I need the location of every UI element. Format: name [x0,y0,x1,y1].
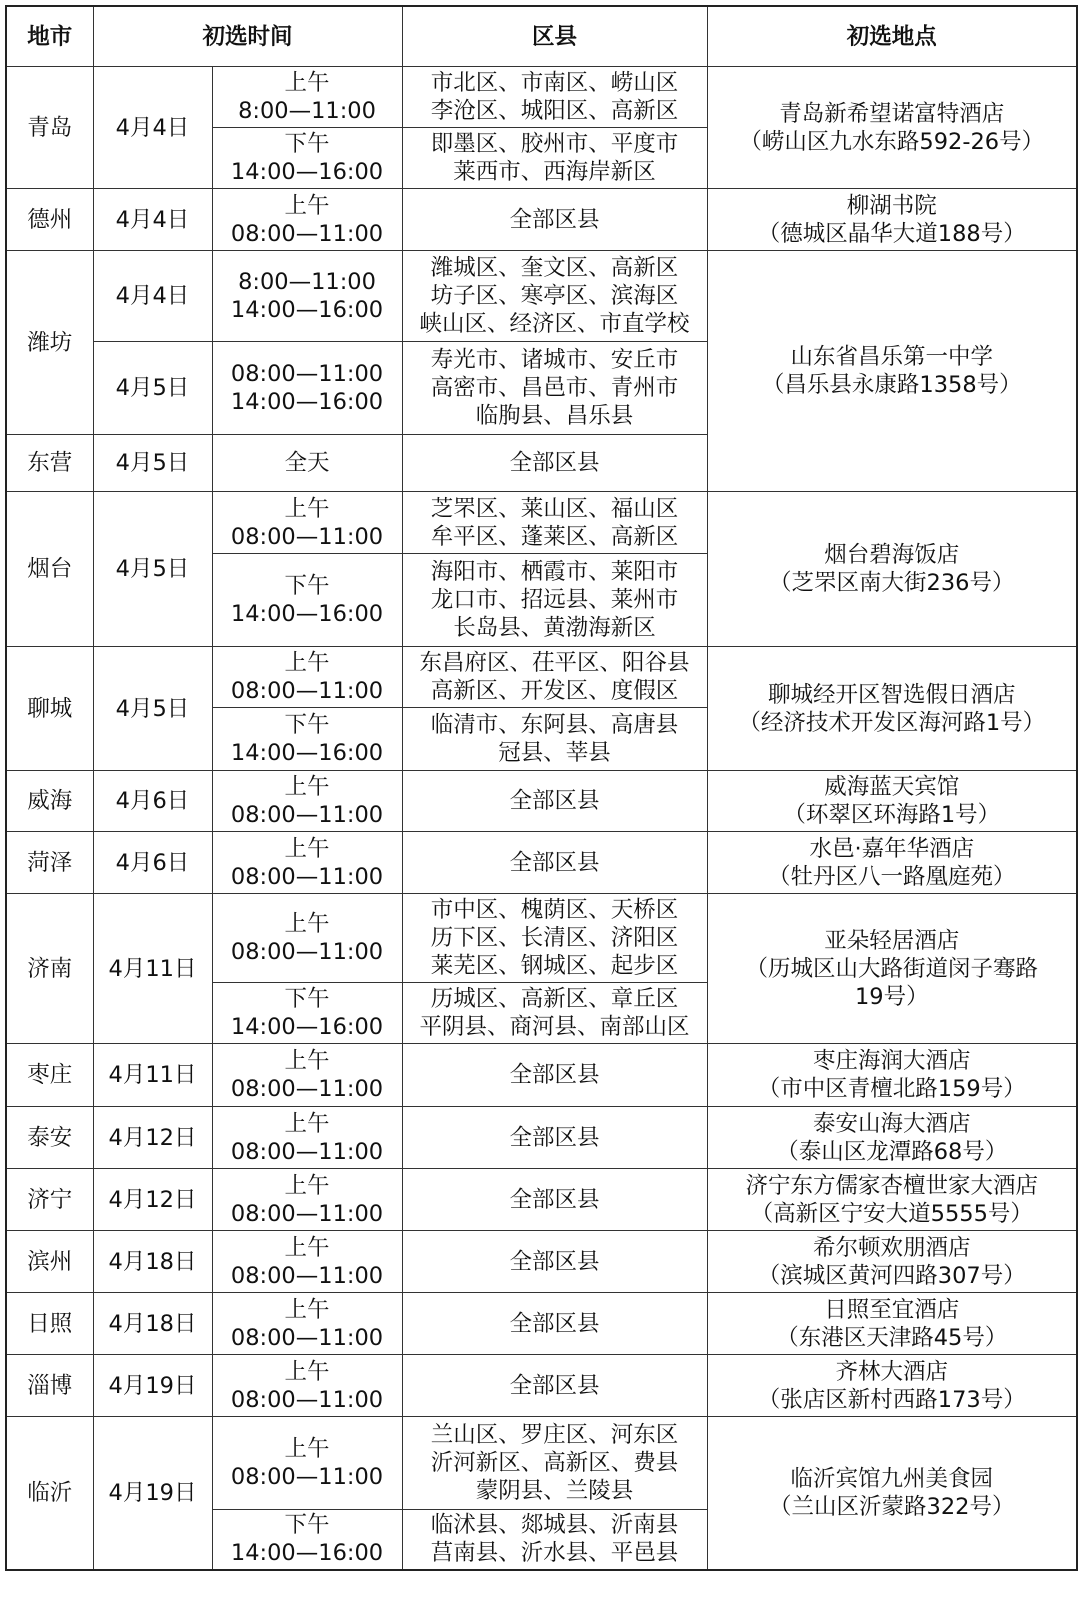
date-cell: 4月5日 [93,647,212,771]
city-cell: 淄博 [6,1355,93,1417]
period-label: 上午 [284,1436,330,1462]
district-line: 龙口市、招远县、莱州市 [430,587,679,613]
location-name: 希尔顿欢朋酒店 [813,1234,971,1261]
city-cell: 威海 [6,771,93,832]
city-cell: 聊城 [6,647,93,771]
time-cell [212,1044,402,1107]
district-line: 莱西市、西海岸新区 [453,159,656,185]
location-name: 齐林大酒店 [835,1358,949,1385]
district-line: 即墨区、胶州市、平度市 [430,131,679,157]
period-label: 下午 [284,1512,330,1539]
period-label: 上午 [284,192,330,219]
date-cell: 4月5日 [93,435,212,492]
table-row [6,894,1077,983]
city-cell: 滨州 [6,1231,93,1293]
location-cell [707,67,1077,189]
city-cell: 枣庄 [6,1044,93,1107]
location-name: 日照至宜酒店 [824,1296,960,1323]
period-label: 上午 [284,1172,330,1199]
time-cell [212,67,402,128]
time-cell [212,128,402,189]
location-cell [707,1355,1077,1417]
table-row [6,67,1077,128]
district-line: 市中区、槐荫区、天桥区 [430,897,679,923]
district-line: 海阳市、栖霞市、莱阳市 [430,559,679,585]
district-cell [402,1510,707,1570]
district-line: 高密市、昌邑市、青州市 [430,375,679,401]
time-cell [212,771,402,832]
time-cell [212,554,402,647]
location-name: 山东省昌乐第一中学 [790,344,994,370]
header-city: 地市 [6,6,93,67]
district-cell: 全部区县 [402,1355,707,1417]
header-location: 初选地点 [707,6,1077,67]
time-range: 08:00—11:00 [230,863,384,890]
period-label: 上午 [284,774,330,800]
location-cell [707,771,1077,832]
district-line: 市北区、市南区、崂山区 [430,70,679,96]
period-label: 下午 [284,131,330,157]
period-label: 上午 [284,650,330,676]
location-address: （昌乐县永康路1358号） [761,372,1022,398]
location-address: （牡丹区八一路凰庭苑） [768,863,1016,890]
location-address: （崂山区九水东路592-26号） [739,128,1045,155]
district-cell: 全部区县 [402,189,707,251]
district-line: 芝罘区、莱山区、福山区 [430,495,679,522]
location-name: 临沂宾馆九州美食园 [790,1465,994,1492]
date-cell: 4月12日 [93,1107,212,1169]
time-range: 08:00—11:00 [230,1386,384,1413]
time-range: 08:00—11:00 [230,523,384,550]
table-row [6,832,1077,894]
district-cell: 全部区县 [402,1231,707,1293]
period-label: 下午 [284,712,330,738]
table-row [6,1231,1077,1293]
location-address: （环翠区环海路1号） [783,802,1001,828]
time-cell [212,251,402,342]
time-cell [212,832,402,894]
schedule-table [5,5,1078,1571]
district-line: 历下区、长清区、济阳区 [430,925,679,951]
district-cell [402,128,707,189]
district-line: 长岛县、黄渤海新区 [453,615,656,641]
period-label: 上午 [284,1234,330,1261]
location-address: （兰山区沂蒙路322号） [769,1493,1015,1520]
time-cell [212,708,402,771]
period-label: 上午 [284,495,330,522]
time-cell [212,983,402,1044]
city-cell: 青岛 [6,67,93,189]
period-label: 下午 [284,986,330,1012]
date-cell: 4月5日 [93,342,212,435]
city-cell: 临沂 [6,1417,93,1570]
time-range: 08:00—11:00 [230,361,384,387]
location-cell [707,251,1077,492]
page [5,5,1078,1571]
city-cell: 德州 [6,189,93,251]
city-cell: 日照 [6,1293,93,1355]
time-cell [212,894,402,983]
location-name: 烟台碧海饭店 [824,542,960,568]
district-cell [402,251,707,342]
time-range: 08:00—11:00 [230,802,384,828]
date-cell: 4月11日 [93,1044,212,1107]
district-line: 临朐县、昌乐县 [475,403,634,429]
location-cell [707,832,1077,894]
period-label: 上午 [284,1296,330,1323]
location-name: 青岛新希望诺富特酒店 [779,100,1005,127]
city-cell: 济宁 [6,1169,93,1231]
table-row [6,1169,1077,1231]
period-label: 上午 [284,1358,330,1385]
district-line: 冠县、莘县 [498,740,611,766]
location-address: （市中区青檀北路159号） [757,1076,1026,1102]
city-cell: 潍坊 [6,251,93,435]
location-address: （张店区新村西路173号） [757,1386,1026,1413]
time-range: 14:00—16:00 [230,1540,384,1567]
district-line: 坊子区、寒亭区、滨海区 [430,283,679,309]
district-line: 临清市、东阿县、高唐县 [430,712,679,738]
location-address: （历城区山大路街道闵子骞路 [745,955,1039,982]
period-label: 下午 [284,573,330,599]
district-cell [402,67,707,128]
location-address: （泰山区龙潭路68号） [776,1138,1008,1165]
date-cell: 4月6日 [93,771,212,832]
time-cell [212,1355,402,1417]
location-name: 聊城经开区智选假日酒店 [768,681,1016,708]
date-cell: 4月18日 [93,1293,212,1355]
time-range: 08:00—11:00 [230,1076,384,1102]
location-address: 19号） [854,983,929,1010]
date-cell: 4月6日 [93,832,212,894]
table-row [6,1107,1077,1169]
period-label: 上午 [284,1110,330,1137]
time-cell [212,1417,402,1510]
time-cell [212,1107,402,1169]
table-row [6,189,1077,251]
district-cell: 全部区县 [402,1169,707,1231]
location-name: 柳湖书院 [846,192,937,219]
district-cell [402,342,707,435]
date-cell: 4月4日 [93,189,212,251]
location-cell [707,1417,1077,1570]
district-line: 潍城区、奎文区、高新区 [430,255,679,281]
time-range: 08:00—11:00 [230,939,384,965]
district-cell: 全部区县 [402,1044,707,1107]
period-label: 上午 [284,70,330,96]
location-name: 枣庄海润大酒店 [813,1048,971,1074]
date-cell: 4月19日 [93,1417,212,1570]
time-cell [212,189,402,251]
time-cell: 全天 [212,435,402,492]
time-range: 14:00—16:00 [230,1014,384,1040]
time-cell [212,1231,402,1293]
location-address: （滨城区黄河四路307号） [757,1262,1026,1289]
district-line: 沂河新区、高新区、费县 [430,1450,679,1476]
table-row [6,647,1077,708]
time-range: 14:00—16:00 [230,601,384,627]
header-row [6,6,1077,67]
city-cell: 济南 [6,894,93,1044]
date-cell: 4月4日 [93,251,212,342]
table-row [6,1044,1077,1107]
table-row [6,1293,1077,1355]
district-line: 高新区、开发区、度假区 [430,678,679,704]
location-cell [707,1107,1077,1169]
location-cell [707,1231,1077,1293]
location-address: （经济技术开发区海河路1号） [738,709,1046,736]
table-row [6,771,1077,832]
date-cell: 4月19日 [93,1355,212,1417]
location-name: 亚朵轻居酒店 [824,927,960,954]
location-cell [707,647,1077,771]
district-line: 莒南县、沂水县、平邑县 [430,1540,679,1567]
district-cell [402,708,707,771]
period-label: 上午 [284,835,330,862]
district-line: 兰山区、罗庄区、河东区 [430,1422,679,1448]
time-range: 08:00—11:00 [230,1464,384,1490]
district-cell [402,894,707,983]
city-cell: 菏泽 [6,832,93,894]
table-row [6,1417,1077,1510]
time-range: 08:00—11:00 [230,1138,384,1165]
location-address: （德城区晶华大道188号） [757,220,1026,247]
time-range: 14:00—16:00 [230,297,384,323]
district-line: 峡山区、经济区、市直学校 [419,311,690,337]
location-cell [707,1169,1077,1231]
district-cell: 全部区县 [402,832,707,894]
district-cell [402,983,707,1044]
period-label: 上午 [284,1048,330,1074]
location-address: （东港区天津路45号） [776,1324,1008,1351]
time-range: 14:00—16:00 [230,389,384,415]
district-line: 平阴县、商河县、南部山区 [419,1014,690,1040]
district-line: 牟平区、蓬莱区、高新区 [430,523,679,550]
district-cell [402,554,707,647]
district-line: 蒙阴县、兰陵县 [475,1478,634,1504]
time-cell [212,492,402,554]
table-row [6,251,1077,342]
district-cell [402,1417,707,1510]
time-range: 08:00—11:00 [230,220,384,247]
location-name: 济宁东方儒家杏檀世家大酒店 [745,1172,1039,1199]
location-cell [707,894,1077,1044]
time-range: 08:00—11:00 [230,1200,384,1227]
time-cell [212,342,402,435]
district-cell: 全部区县 [402,1293,707,1355]
time-cell [212,1510,402,1570]
header-time: 初选时间 [93,6,402,67]
district-cell: 全部区县 [402,771,707,832]
district-line: 李沧区、城阳区、高新区 [430,98,679,124]
table-row [6,492,1077,554]
time-cell [212,647,402,708]
table-row [6,1355,1077,1417]
district-line: 临沭县、郯城县、沂南县 [430,1512,679,1539]
date-cell: 4月4日 [93,67,212,189]
location-address: （高新区宁安大道5555号） [750,1200,1033,1227]
city-cell: 烟台 [6,492,93,647]
header-district: 区县 [402,6,707,67]
period-label: 上午 [284,911,330,937]
district-line: 莱芜区、钢城区、起步区 [430,953,679,979]
district-cell: 全部区县 [402,1107,707,1169]
district-line: 东昌府区、茌平区、阳谷县 [419,650,690,676]
location-name: 泰安山海大酒店 [813,1110,971,1137]
district-cell [402,492,707,554]
location-name: 威海蓝天宾馆 [824,774,960,800]
time-range: 08:00—11:00 [230,1262,384,1289]
location-cell [707,189,1077,251]
time-cell [212,1169,402,1231]
date-cell: 4月11日 [93,894,212,1044]
district-line: 历城区、高新区、章丘区 [430,986,679,1012]
district-cell [402,647,707,708]
time-range: 8:00—11:00 [238,98,376,124]
location-cell [707,492,1077,647]
date-cell: 4月18日 [93,1231,212,1293]
location-cell [707,1293,1077,1355]
time-range: 08:00—11:00 [230,1324,384,1351]
date-cell: 4月5日 [93,492,212,647]
location-name: 水邑·嘉年华酒店 [809,835,975,862]
location-cell [707,1044,1077,1107]
city-cell: 东营 [6,435,93,492]
time-range: 08:00—11:00 [230,678,384,704]
time-range: 8:00—11:00 [238,269,376,295]
city-cell: 泰安 [6,1107,93,1169]
time-cell [212,1293,402,1355]
time-range: 14:00—16:00 [230,159,384,185]
time-range: 14:00—16:00 [230,740,384,766]
district-cell: 全部区县 [402,435,707,492]
location-address: （芝罘区南大街236号） [769,570,1015,596]
district-line: 寿光市、诸城市、安丘市 [430,347,679,373]
date-cell: 4月12日 [93,1169,212,1231]
